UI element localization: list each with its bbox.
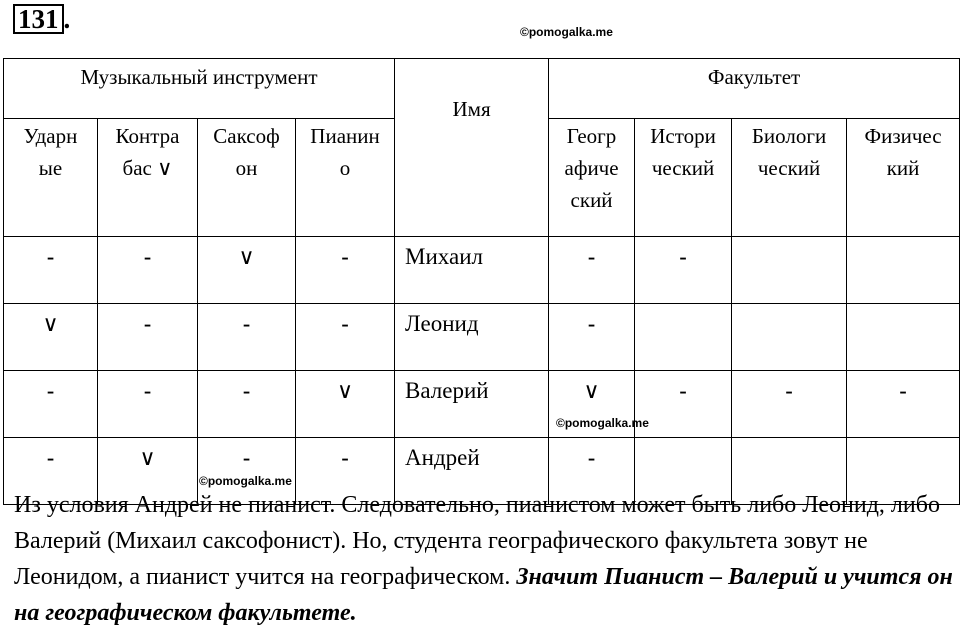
solution-table xyxy=(3,58,960,505)
faculty-column-header: Геогр афиче ский xyxy=(549,119,635,237)
task-number xyxy=(13,4,70,34)
instrument-mark-cell: ∨ xyxy=(98,438,198,505)
faculty-mark-cell: ∨ xyxy=(549,371,635,438)
faculty-mark-cell: - xyxy=(549,304,635,371)
faculty-mark-cell xyxy=(732,304,847,371)
instrument-mark-cell: - xyxy=(198,304,296,371)
header-row-groups xyxy=(4,59,960,119)
watermark: ©pomogalka.me xyxy=(520,25,613,39)
instrument-column-header: Ударн ые xyxy=(4,119,98,237)
faculty-mark-cell: - xyxy=(847,371,960,438)
task-number-value: 131 xyxy=(18,4,59,34)
instrument-mark-cell: - xyxy=(296,237,395,304)
faculty-column-header: Физичес кий xyxy=(847,119,960,237)
solution-paragraph xyxy=(14,487,954,631)
table-row xyxy=(4,304,960,371)
instrument-mark-cell: - xyxy=(98,237,198,304)
instrument-mark-cell: ∨ xyxy=(198,237,296,304)
table-row xyxy=(4,237,960,304)
instrument-mark-cell: - xyxy=(98,304,198,371)
solution-text: Из условия Андрей не пианист. Следовательно, пианистом может быть либо Леонид, либо Валерий (Михаил саксофонист). Но, студента географического факультета зовут не Леонидом, а пианист учится на географическом. xyxy=(14,492,940,590)
instrument-mark-cell: - xyxy=(4,371,98,438)
instrument-column-header: Контра бас ∨ xyxy=(98,119,198,237)
watermark: ©pomogalka.me xyxy=(556,416,649,430)
faculty-mark-cell xyxy=(635,304,732,371)
name-header-label: Имя xyxy=(452,97,491,121)
instrument-mark-cell: - xyxy=(296,304,395,371)
task-number-box xyxy=(13,4,64,34)
faculty-mark-cell: - xyxy=(635,237,732,304)
faculty-mark-cell: - xyxy=(635,371,732,438)
instrument-mark-cell: - xyxy=(4,438,98,505)
student-name-cell: Андрей xyxy=(395,438,549,505)
instrument-mark-cell: - xyxy=(198,371,296,438)
solution-conclusion: Значит Пианист – Валерий и учится он на географическом факультете. xyxy=(14,564,953,626)
student-name-cell: Леонид xyxy=(395,304,549,371)
instrument-mark-cell: ∨ xyxy=(296,371,395,438)
faculty-mark-cell: - xyxy=(732,371,847,438)
faculty-column-header: Истори ческий xyxy=(635,119,732,237)
faculty-column-header: Биологи ческий xyxy=(732,119,847,237)
faculty-mark-cell xyxy=(732,237,847,304)
instrument-mark-cell: - xyxy=(296,438,395,505)
faculty-mark-cell xyxy=(847,304,960,371)
instrument-mark-cell: - xyxy=(4,237,98,304)
instrument-column-header: Саксоф он xyxy=(198,119,296,237)
table-row xyxy=(4,371,960,438)
name-column-header xyxy=(395,59,549,237)
instrument-group-header: Музыкальный инструмент xyxy=(4,59,395,119)
faculty-group-header: Факультет xyxy=(549,59,960,119)
instrument-mark-cell: ∨ xyxy=(4,304,98,371)
student-name-cell: Валерий xyxy=(395,371,549,438)
watermark: ©pomogalka.me xyxy=(199,474,292,488)
faculty-mark-cell: - xyxy=(549,237,635,304)
instrument-mark-cell: - xyxy=(198,438,296,505)
faculty-mark-cell xyxy=(847,237,960,304)
instrument-column-header: Пианин о xyxy=(296,119,395,237)
faculty-mark-cell: - xyxy=(549,438,635,505)
student-name-cell: Михаил xyxy=(395,237,549,304)
task-number-suffix: . xyxy=(63,4,71,34)
instrument-mark-cell: - xyxy=(98,371,198,438)
